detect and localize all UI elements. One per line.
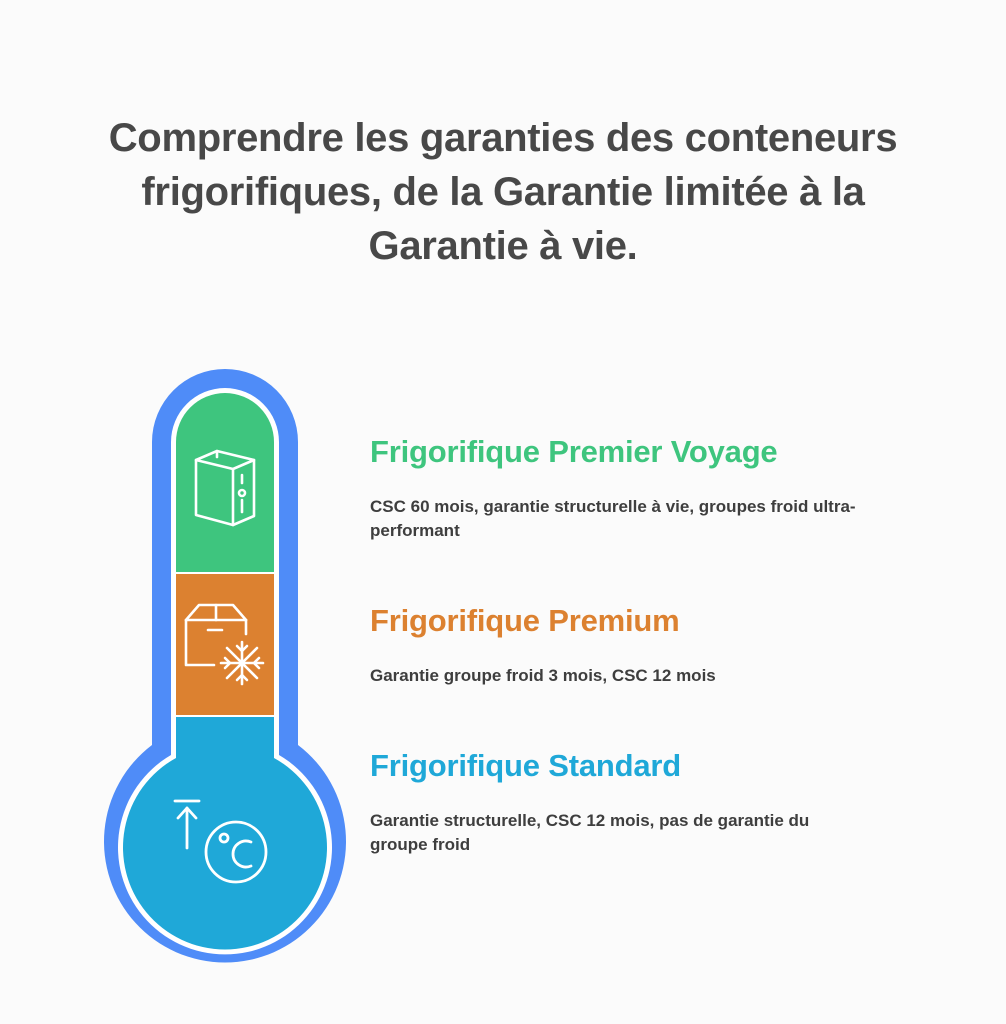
segment-premium [176,574,274,715]
tier-description: Garantie groupe froid 3 mois, CSC 12 mois [370,666,716,685]
tier-title: Frigorifique Premier Voyage [370,434,778,469]
page-title: Comprendre les garanties des conteneurs frigorifiques, de la Garantie limitée à la Garantie à vie. [108,115,898,268]
tier-standard [370,748,930,857]
tier-premier-voyage [370,434,930,543]
tier-description: CSC 60 mois, garantie structurelle à vie, groupes froid ultra-performant [370,497,856,540]
tier-title: Frigorifique Standard [370,748,681,783]
tier-premium [370,603,930,688]
segment-premier [176,393,274,572]
tier-description: Garantie structurelle, CSC 12 mois, pas de garantie du groupe froid [370,811,810,854]
tier-title: Frigorifique Premium [370,603,680,638]
